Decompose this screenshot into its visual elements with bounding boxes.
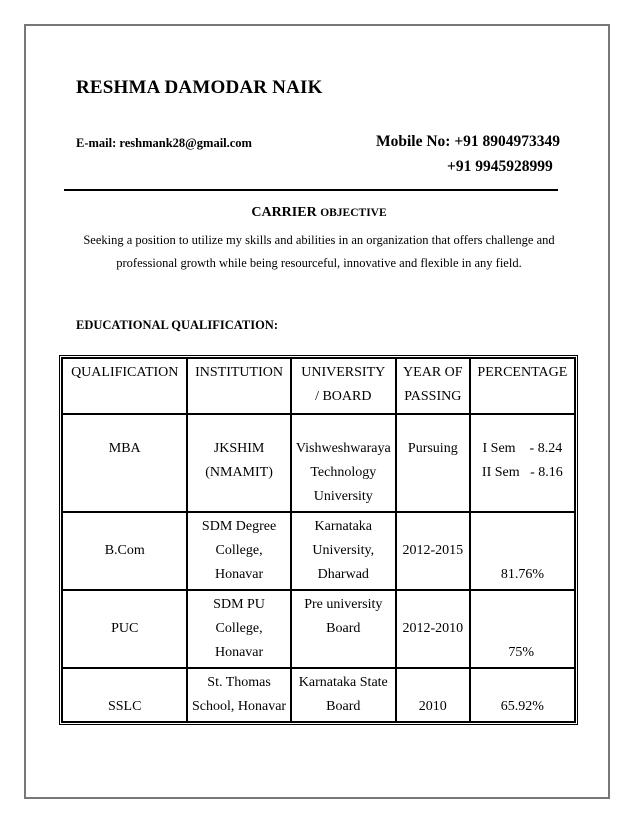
cell-institution: JKSHIM (NMAMIT) (187, 414, 290, 512)
education-title: EDUCATIONAL QUALIFICATION: (76, 318, 278, 332)
cell-university: Pre university Board (291, 590, 396, 668)
qualification-table (59, 355, 578, 725)
cell-percentage: 65.92% (470, 668, 575, 722)
objective-heading (0, 205, 638, 221)
header-qualification: QUALIFICATION (62, 358, 187, 414)
email-text: E-mail: reshmank28@gmail.com (76, 136, 252, 150)
cell-year: 2012-2015 (396, 512, 470, 590)
header-year: YEAR OF PASSING (396, 358, 470, 414)
header-university: UNIVERSITY / BOARD (291, 358, 396, 414)
table-header-row (62, 358, 575, 414)
header-percentage: PERCENTAGE (470, 358, 575, 414)
mobile-primary: Mobile No: +91 8904973349 (376, 133, 561, 150)
objective-heading-main: CARRIER (251, 205, 317, 220)
table-row (62, 668, 575, 722)
cell-university: Karnataka State Board (291, 668, 396, 722)
cell-university: Karnataka University, Dharwad (291, 512, 396, 590)
cell-qualification: B.Com (62, 512, 187, 590)
cell-year: 2010 (396, 668, 470, 722)
table-row (62, 590, 575, 668)
candidate-name: RESHMA DAMODAR NAIK (76, 77, 323, 98)
cell-percentage: 81.76% (470, 512, 575, 590)
table-row (62, 512, 575, 590)
cell-institution: St. Thomas School, Honavar (187, 668, 290, 722)
cell-qualification: SSLC (62, 668, 187, 722)
header-divider (64, 189, 558, 191)
cell-year: 2012-2010 (396, 590, 470, 668)
cell-institution: SDM PU College, Honavar (187, 590, 290, 668)
objective-text: Seeking a position to utilize my skills and abilities in an organization that offers challenge and professional growth while being resourceful, innovative and flexible in any field. (83, 233, 555, 270)
cell-university: Vishweshwaraya Technology University (291, 414, 396, 512)
header-institution: INSTITUTION (187, 358, 290, 414)
cell-percentage: I Sem - 8.24 II Sem - 8.16 (470, 414, 575, 512)
cell-qualification: PUC (62, 590, 187, 668)
mobile-secondary: +91 9945928999 (447, 158, 553, 175)
cell-percentage: 75% (470, 590, 575, 668)
cell-qualification: MBA (62, 414, 187, 512)
cell-year: Pursuing (396, 414, 470, 512)
cell-institution: SDM Degree College, Honavar (187, 512, 290, 590)
objective-heading-small: OBJECTIVE (320, 207, 387, 219)
table-row (62, 414, 575, 512)
